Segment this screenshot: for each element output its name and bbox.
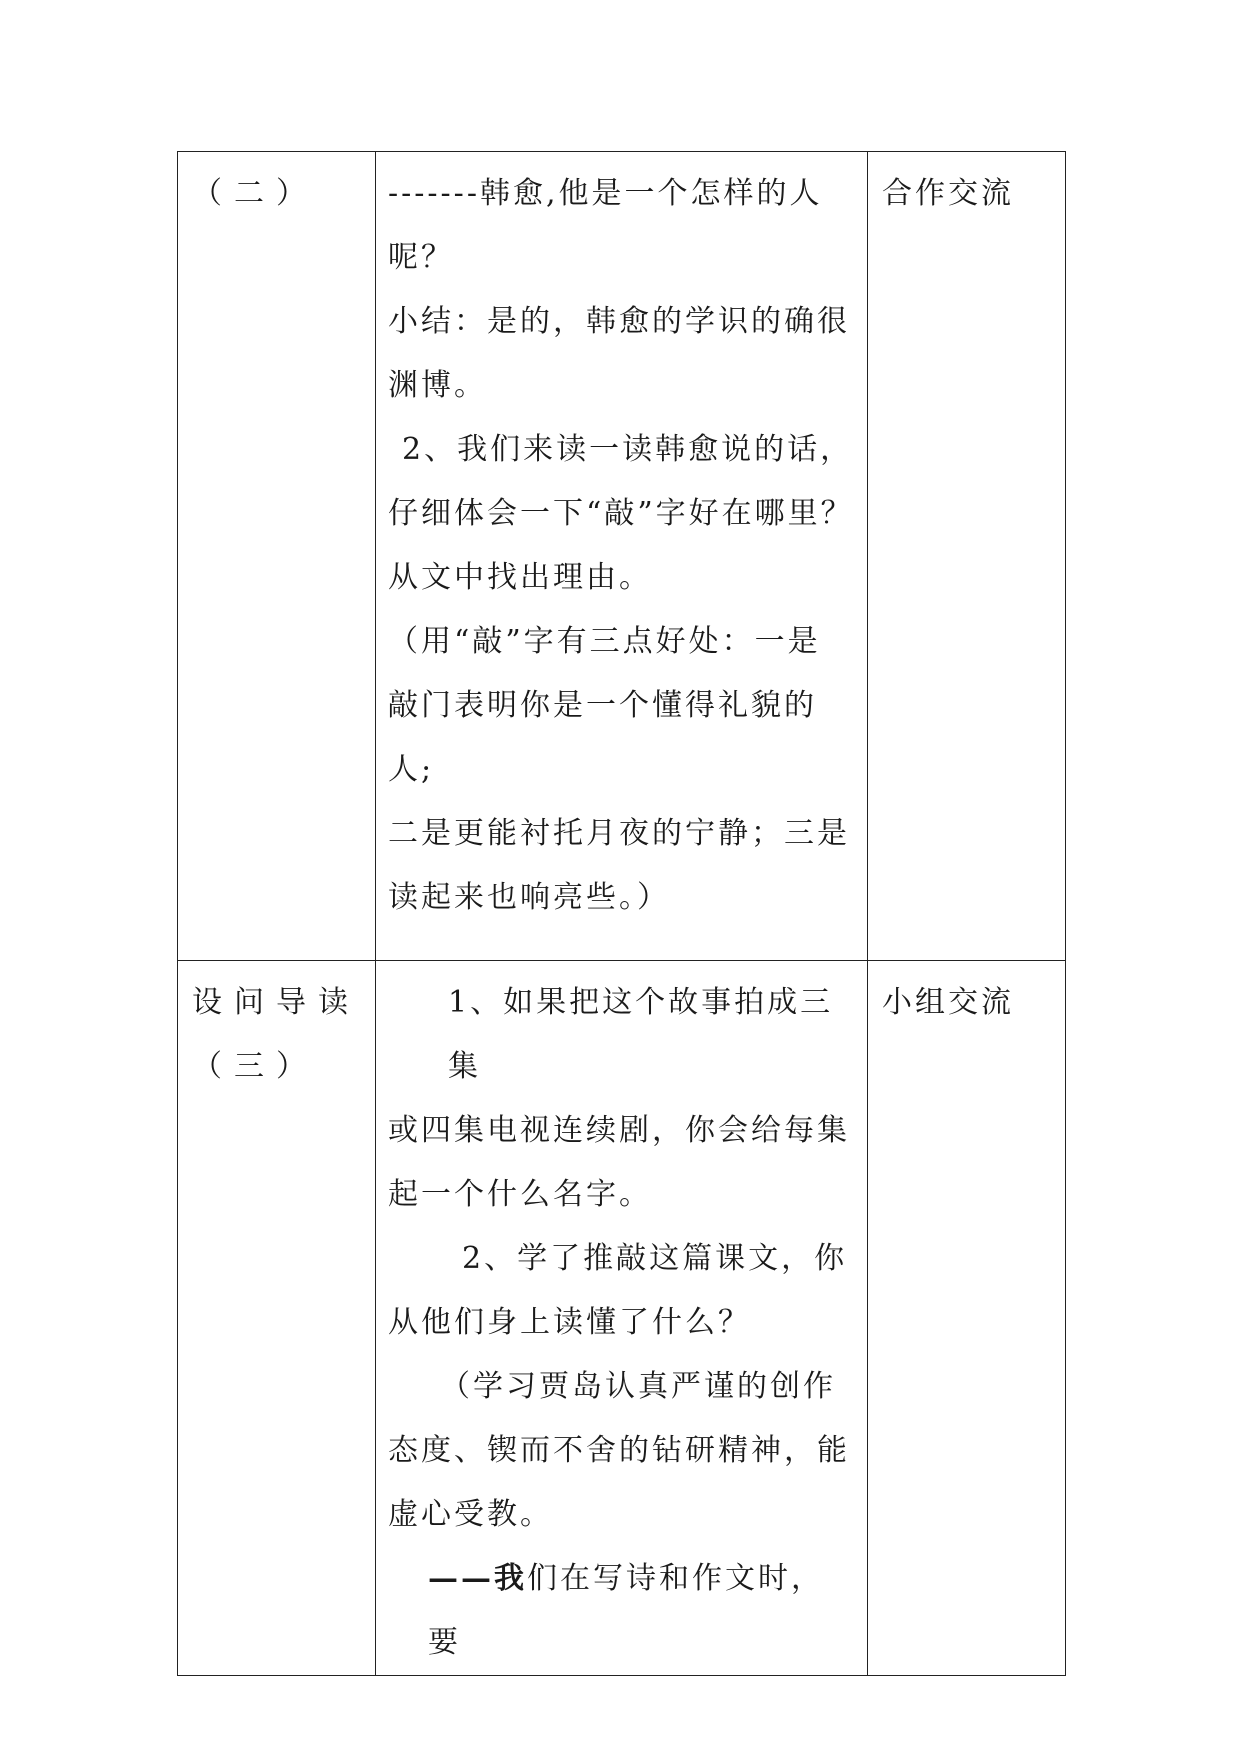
stage-label: 设问导读 [192, 985, 360, 1020]
content-line: 1、如果把这个故事拍成三集 [448, 985, 834, 1084]
content-tail: 们在写诗和作文时，要 [428, 1561, 824, 1660]
content-line: 起一个什么名字。 [388, 1177, 652, 1212]
content-line: 渊博。 [388, 368, 487, 403]
content-line: 二是更能衬托月夜的宁静；三是 [388, 816, 850, 851]
table-row [178, 961, 1066, 1676]
bold-lead: ——我 [428, 1561, 527, 1596]
content-line: 仔细体会一下“敲”字好在哪里？ [388, 496, 854, 531]
content-line: 从他们身上读懂了什么？ [388, 1305, 751, 1340]
content-line: 态度、锲而不舍的钻研精神，能 [388, 1433, 850, 1468]
stage-cell [178, 152, 376, 961]
lesson-plan-table [177, 151, 1066, 1676]
content-cell [376, 961, 868, 1676]
method-cell [868, 152, 1066, 961]
table-row [178, 152, 1066, 961]
content-line: （学习贾岛认真严谨的创作 [440, 1369, 836, 1404]
content-line: -------韩愈,他是一个怎样的人 [388, 176, 823, 211]
method-cell [868, 961, 1066, 1676]
content-line: 或四集电视连续剧，你会给每集 [388, 1113, 850, 1148]
content-line: 虚心受教。 [388, 1497, 553, 1532]
content-line: 小结：是的，韩愈的学识的确很 [388, 304, 850, 339]
content-line: （用“敲”字有三点好处：一是 [388, 624, 821, 659]
stage-label: （二） [192, 176, 318, 211]
content-line: 敲门表明你是一个懂得礼貌的人; [388, 688, 817, 787]
content-cell [376, 152, 868, 961]
content-line: 读起来也响亮些。） [388, 880, 670, 915]
method-label: 合作交流 [882, 176, 1014, 211]
content-line: 2、学了推敲这篇课文，你 [462, 1241, 848, 1276]
stage-label: （三） [192, 1049, 318, 1084]
method-label: 小组交流 [882, 985, 1014, 1020]
content-line: 2、我们来读一读韩愈说的话， [402, 432, 854, 467]
content-line [388, 1547, 855, 1675]
content-line: 呢？ [388, 240, 454, 275]
stage-cell [178, 961, 376, 1676]
content-line: 从文中找出理由。 [388, 560, 652, 595]
